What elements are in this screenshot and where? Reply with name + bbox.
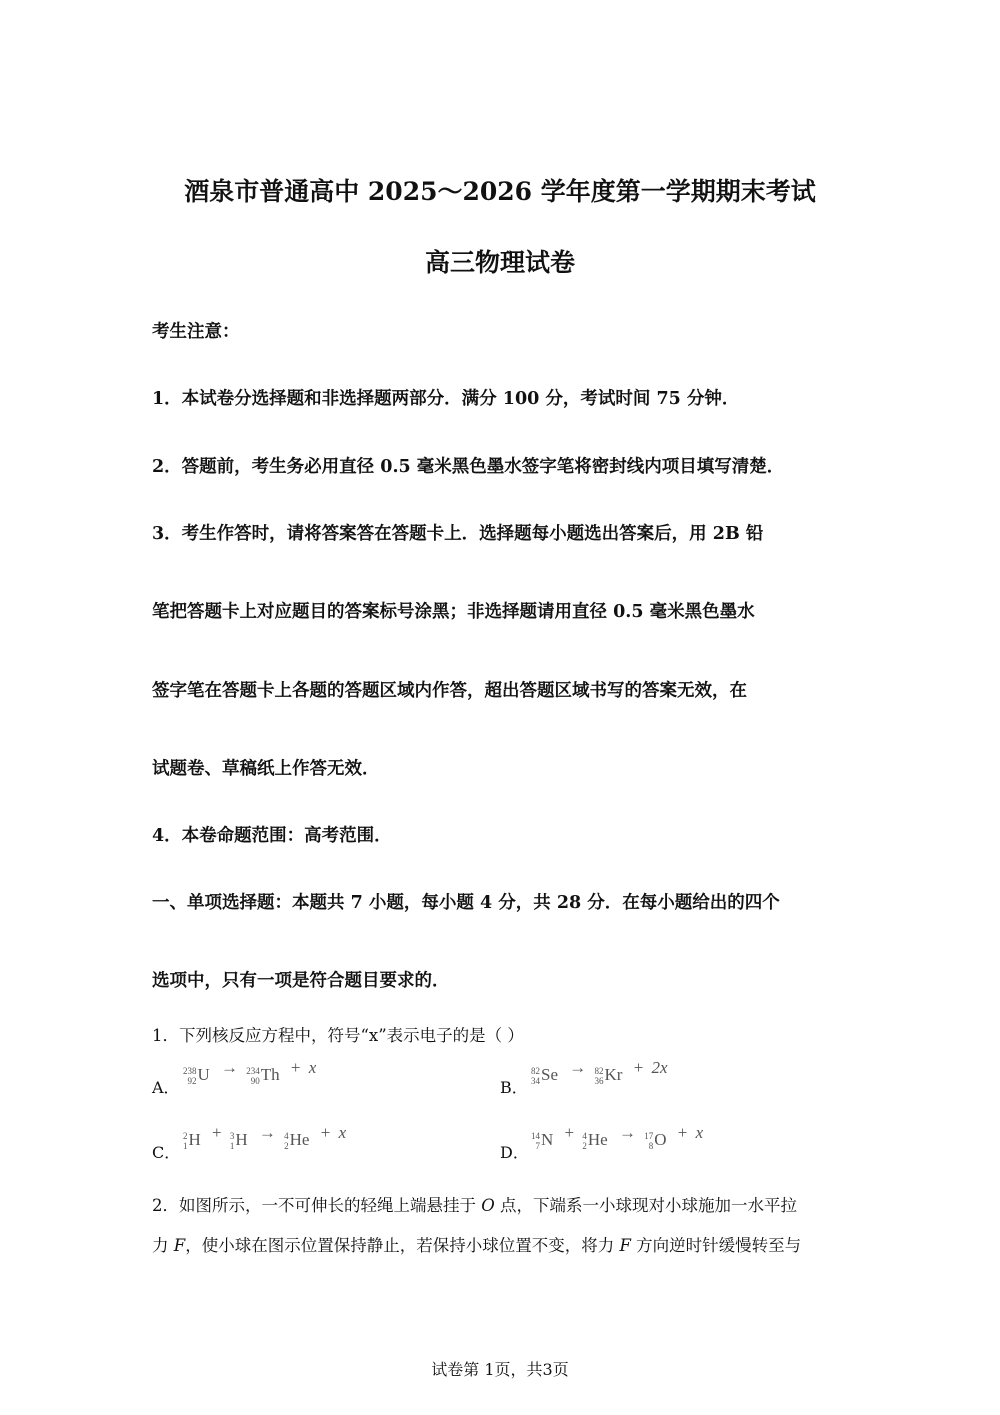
arrow: →	[569, 1058, 587, 1077]
notice-item-4: 4．本卷命题范围：高考范围．	[152, 826, 392, 846]
nuclide	[644, 1130, 669, 1150]
element-symbol: He	[289, 1130, 310, 1149]
nuclide	[230, 1130, 251, 1150]
plus: +	[290, 1058, 301, 1077]
section-1-heading-line-1: 一、单项选择题：本题共 7 小题，每小题 4 分，共 28 分．在每小题给出的四个	[152, 893, 780, 913]
nuclide	[531, 1130, 556, 1150]
option-d-equation	[531, 1123, 703, 1150]
nuclide	[183, 1130, 204, 1150]
point-o: O	[481, 1196, 495, 1215]
element-symbol: Kr	[604, 1065, 623, 1084]
mass-number: 14	[531, 1131, 540, 1141]
charge-number: 34	[531, 1076, 540, 1086]
element-symbol: Th	[260, 1065, 280, 1084]
plus: +	[320, 1123, 331, 1142]
exam-subtitle: 高三物理试卷	[424, 248, 575, 277]
element-symbol: H	[188, 1130, 201, 1149]
force-f: F	[173, 1236, 186, 1255]
element-symbol: O	[654, 1130, 667, 1149]
question-2-text: 点，下端系一小球现对小球施加一水平拉	[494, 1196, 798, 1215]
plus: +	[677, 1123, 688, 1142]
question-2-text: 方向逆时针缓慢转至与	[630, 1236, 802, 1255]
mass-number: 82	[594, 1066, 604, 1076]
plus: +	[564, 1123, 575, 1142]
nuclide	[284, 1130, 312, 1150]
nuclide	[595, 1065, 626, 1085]
plus: +	[212, 1123, 222, 1142]
notice-heading: 考生注意：	[152, 322, 240, 342]
arrow: →	[618, 1123, 636, 1142]
option-c-equation	[183, 1123, 346, 1150]
nuclide	[246, 1065, 282, 1085]
question-2-text: ，使小球在图示位置保持静止，若保持小球位置不变，将力	[185, 1236, 620, 1255]
question-2-text: 力	[152, 1236, 174, 1255]
option-d-label: D．	[500, 1143, 529, 1162]
arrow: →	[258, 1123, 276, 1142]
notice-item-3-line-3: 签字笔在答题卡上各题的答题区域内作答，超出答题区域书写的答案无效，在	[152, 681, 747, 701]
charge-number: 8	[648, 1141, 654, 1151]
option-a-label: A．	[152, 1078, 180, 1097]
question-2-text: 2．如图所示，一不可伸长的轻绳上端悬挂于	[152, 1196, 482, 1215]
option-a-equation	[183, 1058, 316, 1085]
arrow: →	[221, 1058, 239, 1077]
mass-number: 17	[644, 1131, 654, 1141]
x-symbol: x	[308, 1058, 317, 1077]
notice-item-1: 1．本试卷分选择题和非选择题两部分．满分 100 分，考试时间 75 分钟．	[152, 389, 740, 409]
force-f: F	[619, 1236, 631, 1255]
charge-number: 2	[284, 1141, 289, 1151]
mass-number: 2	[183, 1131, 188, 1141]
mass-number: 4	[284, 1131, 289, 1141]
notice-item-2: 2．答题前，考生务必用直径 0.5 毫米黑色墨水签字笔将密封线内项目填写清楚．	[152, 457, 785, 477]
charge-number: 1	[229, 1141, 235, 1151]
element-symbol: N	[541, 1130, 554, 1149]
question-2-line-1	[152, 1192, 797, 1216]
charge-number: 1	[183, 1141, 188, 1151]
charge-number: 36	[594, 1076, 604, 1086]
nuclide	[531, 1065, 561, 1085]
notice-item-3-line-1: 3．考生作答时，请将答案答在答题卡上．选择题每小题选出答案后，用 2B 铅	[152, 524, 764, 544]
exam-title: 酒泉市普通高中 2025～2026 学年度第一学期期末考试	[184, 177, 816, 206]
mass-number: 4	[582, 1131, 587, 1141]
element-symbol: Se	[541, 1065, 558, 1084]
charge-number: 2	[582, 1141, 587, 1151]
question-1-stem: 1．下列核反应方程中，符号“x”表示电子的是（ ）	[152, 1026, 524, 1045]
x-symbol: x	[695, 1123, 704, 1142]
option-b-label: B．	[500, 1078, 528, 1097]
x-symbol: x	[338, 1123, 347, 1142]
mass-number: 3	[229, 1131, 235, 1141]
nuclide	[183, 1065, 213, 1085]
x-symbol: 2x	[651, 1058, 668, 1077]
nuclide	[582, 1130, 610, 1150]
plus: +	[633, 1058, 644, 1077]
section-1-heading-line-2: 选项中，只有一项是符合题目要求的．	[152, 971, 450, 991]
page-footer: 试卷第 1页，共3页	[431, 1360, 569, 1379]
element-symbol: H	[235, 1130, 248, 1149]
notice-item-3-line-2: 笔把答题卡上对应题目的答案标号涂黑；非选择题请用直径 0.5 毫米黑色墨水	[152, 602, 755, 622]
element-symbol: He	[587, 1130, 608, 1149]
question-2-line-2	[152, 1232, 801, 1256]
element-symbol: U	[197, 1065, 210, 1084]
charge-number: 90	[250, 1076, 260, 1086]
mass-number: 238	[183, 1066, 197, 1076]
mass-number: 82	[531, 1066, 540, 1076]
option-c-label: C．	[152, 1143, 181, 1162]
notice-item-3-line-4: 试题卷、草稿纸上作答无效．	[152, 759, 380, 779]
option-b-equation	[531, 1058, 668, 1085]
charge-number: 7	[535, 1141, 540, 1151]
mass-number: 234	[246, 1066, 260, 1076]
charge-number: 92	[187, 1076, 197, 1086]
